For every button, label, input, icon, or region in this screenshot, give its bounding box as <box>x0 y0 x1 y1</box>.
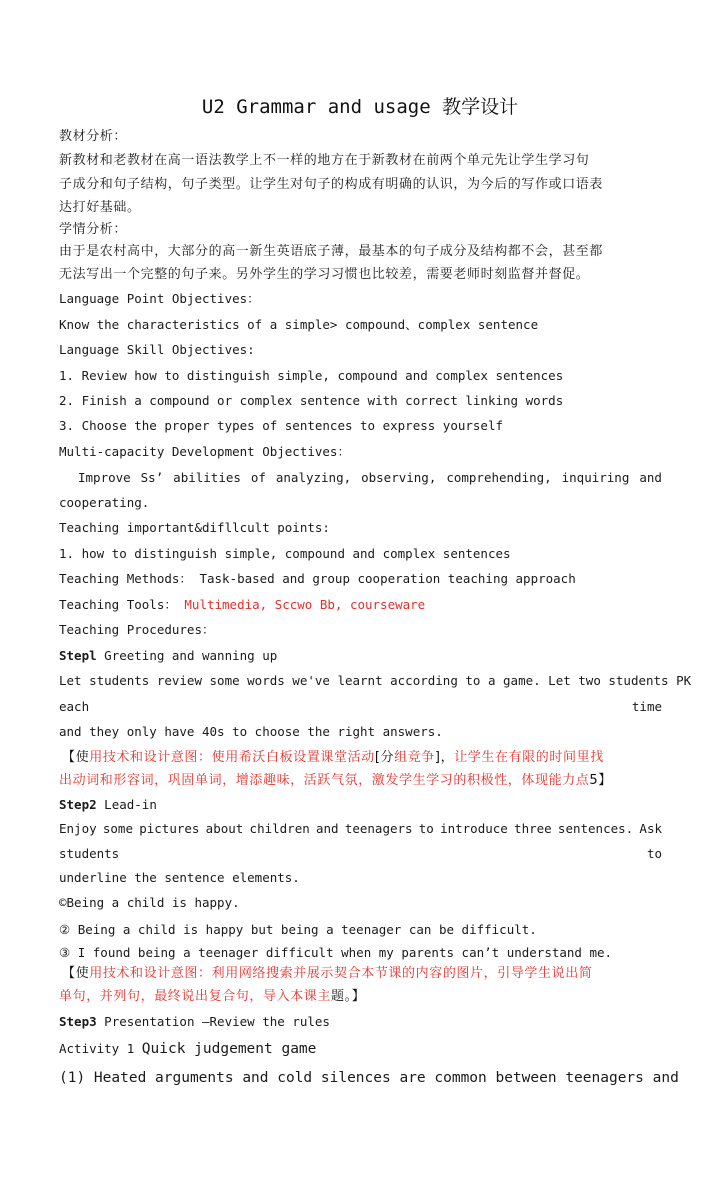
example-sentence: ② Being a child is happy but being a teenager can be difficult. <box>59 922 537 937</box>
multi-capacity-heading: Multi-capacity Development Objectives： <box>59 444 350 459</box>
word: abilities <box>173 470 241 485</box>
methods-label: Teaching Methods： <box>59 571 192 586</box>
word: to <box>418 821 434 836</box>
note-bracket: 【 <box>62 750 76 765</box>
textbook-analysis-line: 子成分和句子结构，句子类型。让学生对句子的构成有明确的认识，为今后的写作或口语表 <box>59 177 604 192</box>
activity-item: (1) Heated arguments and cold silences are common between teenagers and <box>59 1070 679 1086</box>
word: time <box>631 699 662 714</box>
word: teenagers <box>344 821 413 836</box>
word: each <box>59 699 90 714</box>
step1-line <box>59 698 662 716</box>
note-text: 单句，并列句，最终说出复合句，导入本课主 <box>59 989 332 1004</box>
word: some <box>102 821 133 836</box>
note-text: 用技术和设计意图：利用网络搜索并展示契合本节课的内容的图片，引导学生说出简 <box>89 966 593 981</box>
note-text: 组竞争 <box>394 750 435 765</box>
note-bracket: ]， <box>434 750 455 765</box>
tools-label: Teaching Tools： <box>59 597 177 612</box>
step3-title: Presentation —Review the rules <box>104 1014 330 1029</box>
step1-label: Stepl <box>59 648 97 663</box>
methods-value: Task-based and group cooperation teaching approach <box>199 571 576 586</box>
step2-label: Step2 <box>59 797 97 812</box>
note-text: 出动词和形容词，巩固单词，增添趣味，活跃气氛，激发学生学习的积极性，体现能力点 <box>59 773 590 788</box>
note-prefix: 使 <box>75 750 90 765</box>
step2-heading <box>59 796 662 814</box>
word: Improve <box>78 470 131 485</box>
word: sentences. <box>557 821 634 836</box>
word: Enjoy <box>59 821 97 836</box>
language-skill-heading: Language Skill Objectives: <box>59 342 255 357</box>
student-analysis-line: 无法写出一个完整的句子来。另外学生的学习习惯也比较差，需要老师时刻监督并督促。 <box>59 267 590 282</box>
student-analysis-line: 由于是农村高中，大部分的高一新生英语底子薄，最基本的句子成分及结构都不会，甚至都 <box>59 244 604 259</box>
word: and <box>639 470 662 485</box>
note-text: 用技术和设计意图：使用希沃白板设置课堂活动 <box>89 750 375 765</box>
teaching-tools <box>59 596 662 614</box>
page-title: U2 Grammar and usage 教学设计 <box>201 96 519 118</box>
word: Ss’ <box>140 470 164 485</box>
word: and <box>316 821 339 836</box>
step2-line: underline the sentence elements. <box>59 870 300 885</box>
step1-line: Let students review some words we've learnt according to a game. Let two students PK <box>59 673 692 688</box>
step1-design-note-cont <box>59 772 662 790</box>
step3-label: Step3 <box>59 1014 97 1029</box>
multi-capacity-cont: cooperating. <box>59 495 150 510</box>
example-sentence: ©Being a child is happy. <box>59 895 240 910</box>
note-text: 让学生在有限的时间里找 <box>454 750 604 765</box>
skill-item: 3. Choose the proper types of sentences to express yourself <box>59 418 504 433</box>
procedures-heading: Teaching Procedures： <box>59 622 215 637</box>
language-point-heading: Language Point Objectives： <box>59 291 260 306</box>
word: students <box>59 846 120 861</box>
note-bracket: [分 <box>374 750 395 765</box>
textbook-analysis-heading: 教材分析： <box>59 129 128 144</box>
step1-design-note <box>62 749 665 767</box>
word: three <box>514 821 552 836</box>
word: introduce <box>440 821 508 836</box>
textbook-analysis-line: 达打好基础。 <box>59 200 141 215</box>
example-sentence: ③ I found being a teenager difficult when my parents can’t understand me. <box>59 945 613 960</box>
student-analysis-heading: 学情分析： <box>59 222 128 237</box>
step2-line <box>59 845 662 863</box>
step1-heading <box>59 647 662 665</box>
note-end: 5】 <box>589 773 612 788</box>
activity-label: Activity 1 <box>59 1041 135 1056</box>
skill-item: 1. Review how to distinguish simple, compound and complex sentences <box>59 368 564 383</box>
step2-design-note <box>62 965 665 983</box>
activity-heading <box>59 1040 662 1058</box>
step1-title: Greeting and wanning up <box>104 648 278 663</box>
word: inquiring <box>561 470 630 485</box>
language-point-text: Know the characteristics of a simple> compound、complex sentence <box>59 317 539 332</box>
word: observing, <box>361 470 437 485</box>
step2-line <box>59 820 662 838</box>
step2-design-note-cont <box>59 988 662 1006</box>
word: Ask <box>639 821 662 836</box>
word: to <box>646 846 662 861</box>
note-prefix: 使 <box>75 966 90 981</box>
note-bracket: 【 <box>62 966 76 981</box>
multi-capacity-line <box>78 469 662 487</box>
textbook-analysis-line: 新教材和老教材在高一语法教学上不一样的地方在于新教材在前两个单元先让学生学习句 <box>59 153 590 168</box>
step1-line: and they only have 40s to choose the right answers. <box>59 724 443 739</box>
skill-item: 2. Finish a compound or complex sentence with correct linking words <box>59 393 564 408</box>
word: comprehending, <box>446 470 552 485</box>
points-item: 1. how to distinguish simple, compound and complex sentences <box>59 546 511 561</box>
teaching-methods <box>59 570 662 588</box>
word: about <box>205 821 244 836</box>
word: analyzing, <box>275 470 352 485</box>
points-heading: Teaching important&difllcult points: <box>59 520 330 535</box>
activity-title: Quick judgement game <box>141 1041 317 1057</box>
note-end: 题。】 <box>331 989 366 1004</box>
tools-value: Multimedia, Sccwo Bb, courseware <box>184 597 426 612</box>
word: children <box>249 821 310 836</box>
word: pictures <box>139 821 200 836</box>
word: of <box>250 470 266 485</box>
step2-title: Lead-in <box>104 797 157 812</box>
step3-heading <box>59 1013 662 1031</box>
